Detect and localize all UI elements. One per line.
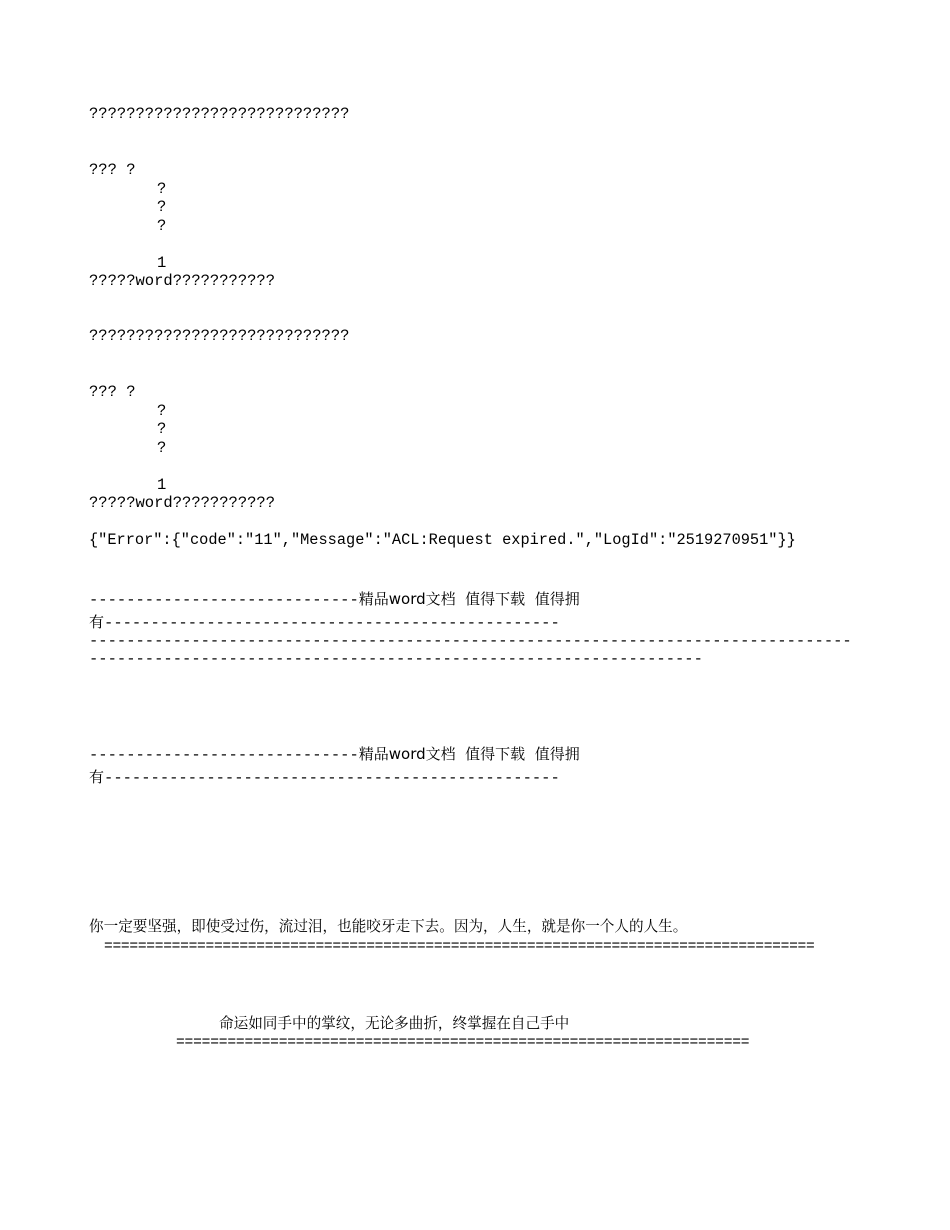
question-mark-b1: ?: [157, 402, 167, 420]
garbled-title-a: ????????????????????????????: [89, 105, 350, 123]
dash-divider-full: ----------------------------------------------------------------------------------: [89, 632, 852, 650]
banner2-dashes-after: -------------------------------------------------: [104, 769, 560, 787]
question-mark-a2: ?: [157, 198, 167, 216]
banner2-text-tail: 有: [89, 768, 105, 786]
error-message: {"Error":{"code":"11","Message":"ACL:Request expired.","LogId":"2519270951"}}: [89, 531, 796, 549]
motivational-quote-1: 你一定要坚强，即使受过伤，流过泪，也能咬牙走下去。因为，人生，就是你一个人的人生。: [89, 918, 688, 935]
page-number-b: 1: [157, 476, 167, 494]
motivational-quote-2: 命运如同手中的掌纹，无论多曲折，终掌握在自己手中: [219, 1015, 570, 1032]
banner-text-tail: 有: [89, 613, 105, 631]
question-mark-a1: ?: [157, 180, 167, 198]
banner-line-2: [89, 611, 560, 634]
banner-text: 精品word文档 值得下载 值得拥: [358, 590, 580, 608]
garbled-footer-a: ?????word???????????: [89, 272, 276, 290]
page-number-a: 1: [157, 254, 167, 272]
garbled-line-a: ??? ?: [89, 161, 136, 179]
banner2-text: 精品word文档 值得下载 值得拥: [358, 745, 580, 763]
question-mark-a3: ?: [157, 217, 167, 235]
banner-dashes-left: -----------------------------: [89, 591, 359, 609]
banner2-line-2: [89, 766, 560, 789]
equals-rule-2: ===================================================================: [176, 1035, 750, 1051]
banner2-dashes-left: -----------------------------: [89, 746, 359, 764]
equals-rule-1: ====================================================================================: [104, 939, 815, 955]
banner-dashes-after: -------------------------------------------------: [104, 614, 560, 632]
dash-divider-partial: ------------------------------------------------------------------: [89, 650, 703, 668]
question-mark-b2: ?: [157, 420, 167, 438]
banner2-line-1: [89, 743, 580, 766]
garbled-footer-b: ?????word???????????: [89, 494, 276, 512]
garbled-line-b: ??? ?: [89, 383, 136, 401]
question-mark-b3: ?: [157, 439, 167, 457]
garbled-title-b: ????????????????????????????: [89, 327, 350, 345]
banner-line-1: [89, 588, 580, 611]
